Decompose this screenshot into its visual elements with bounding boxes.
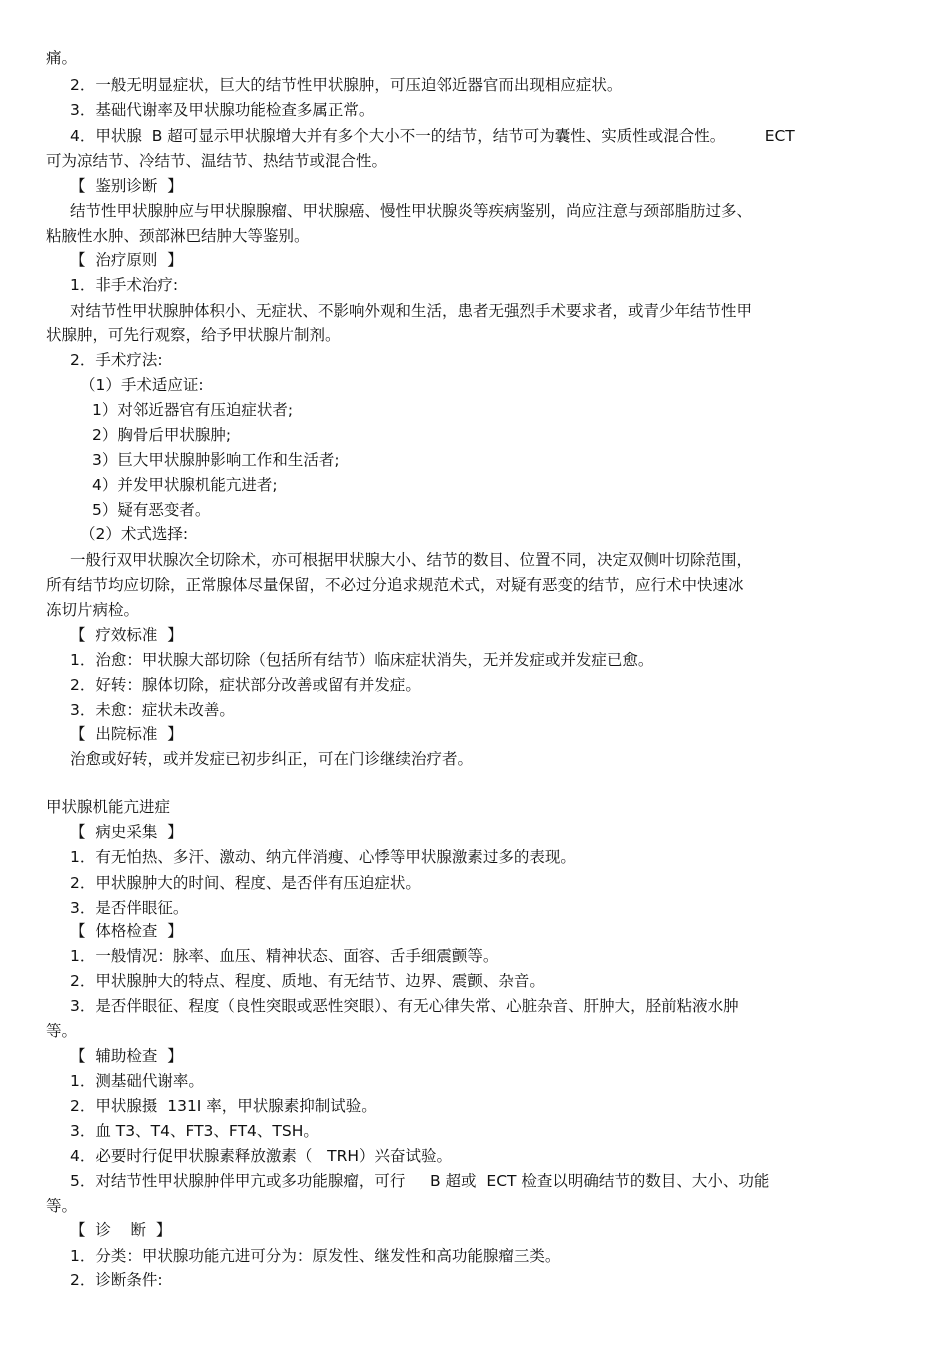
text-line: 3．血 T3、T4、FT3、FT4、TSH。 (70, 1122, 319, 1140)
text-line: 对结节性甲状腺肿体积小、无症状、不影响外观和生活，患者无强烈手术要求者，或青少年结节性甲 (70, 302, 753, 320)
text-line: 5．对结节性甲状腺肿伴甲亢或多功能腺瘤，可行 B 超或 ECT 检查以明确结节的数目、大小、功能 (70, 1172, 770, 1190)
text-line: （1）手术适应证: (80, 376, 204, 394)
text-line: 结节性甲状腺肿应与甲状腺腺瘤、甲状腺癌、慢性甲状腺炎等疾病鉴别，尚应注意与颈部脂肪过多、 (70, 202, 753, 220)
text-line: 4．必要时行促甲状腺素释放激素（ TRH）兴奋试验。 (70, 1147, 453, 1165)
text-line: 所有结节均应切除，正常腺体尽量保留，不必过分追求规范术式，对疑有恶变的结节，应行术中快速冰 (46, 576, 744, 594)
chapter-title: 甲状腺机能亢进症 (46, 798, 171, 816)
text-line: 3．基础代谢率及甲状腺功能检查多属正常。 (70, 101, 375, 119)
text-line: 痛。 (46, 49, 78, 67)
text-line: 1．非手术治疗: (70, 276, 179, 294)
text-line: 1．测基础代谢率。 (70, 1072, 204, 1090)
text-line: 1．有无怕热、多汗、激动、纳亢伴消瘦、心悸等甲状腺激素过多的表现。 (70, 848, 576, 866)
text-line: 4．甲状腺 B 超可显示甲状腺增大并有多个大小不一的结节，结节可为囊性、实质性或混合性。 ECT (70, 127, 795, 145)
text-line: 1．分类：甲状腺功能亢进可分为：原发性、继发性和高功能腺瘤三类。 (70, 1247, 561, 1265)
text-line: 3．未愈：症状未改善。 (70, 701, 235, 719)
list-item: 1）对邻近器官有压迫症状者; (92, 401, 294, 419)
list-item: 2）胸骨后甲状腺肿; (92, 426, 232, 444)
section-heading: 【 治疗原则 】 (70, 251, 183, 269)
list-item: 5）疑有恶变者。 (92, 501, 211, 519)
text-line: 2．甲状腺肿大的时间、程度、是否伴有压迫症状。 (70, 874, 421, 892)
section-heading: 【 鉴别诊断 】 (70, 177, 183, 195)
text-line: 治愈或好转，或并发症已初步纠正，可在门诊继续治疗者。 (70, 750, 474, 768)
text-line: 状腺肿，可先行观察，给予甲状腺片制剂。 (46, 326, 341, 344)
section-heading: 【 诊 断 】 (70, 1221, 172, 1239)
text-line: 粘腋性水肿、颈部淋巴结肿大等鉴别。 (46, 227, 310, 245)
section-heading: 【 辅助检查 】 (70, 1047, 183, 1065)
list-item: 3）巨大甲状腺肿影响工作和生活者; (92, 451, 340, 469)
text-line: 1．治愈：甲状腺大部切除（包括所有结节）临床症状消失，无并发症或并发症已愈。 (70, 651, 654, 669)
section-heading: 【 体格检查 】 (70, 922, 183, 940)
section-heading: 【 疗效标准 】 (70, 626, 183, 644)
text-line: 2．诊断条件: (70, 1271, 163, 1289)
text-line: （2）术式选择: (80, 525, 189, 543)
section-heading: 【 出院标准 】 (70, 725, 183, 743)
list-item: 4）并发甲状腺机能亢进者; (92, 476, 278, 494)
text-line: 1．一般情况：脉率、血压、精神状态、面容、舌手细震颤等。 (70, 947, 499, 965)
text-line: 可为凉结节、冷结节、温结节、热结节或混合性。 (46, 152, 388, 170)
text-line: 等。 (46, 1197, 78, 1215)
text-line: 2．一般无明显症状，巨大的结节性甲状腺肿，可压迫邻近器官而出现相应症状。 (70, 76, 623, 94)
section-heading: 【 病史采集 】 (70, 823, 183, 841)
text-line: 一般行双甲状腺次全切除术，亦可根据甲状腺大小、结节的数目、位置不同，决定双侧叶切除范围， (70, 551, 753, 569)
text-line: 2．好转：腺体切除，症状部分改善或留有并发症。 (70, 676, 421, 694)
text-line: 等。 (46, 1022, 78, 1040)
text-line: 2．甲状腺肿大的特点、程度、质地、有无结节、边界、震颤、杂音。 (70, 972, 545, 990)
text-line: 3．是否伴眼征、程度（良性突眼或恶性突眼）、有无心律失常、心脏杂音、肝肿大，胫前粘液水肿 (70, 997, 739, 1015)
text-line: 2．甲状腺摄 131I 率，甲状腺素抑制试验。 (70, 1097, 377, 1115)
text-line: 2．手术疗法: (70, 351, 163, 369)
text-line: 冻切片病检。 (46, 601, 140, 619)
text-line: 3．是否伴眼征。 (70, 899, 189, 917)
